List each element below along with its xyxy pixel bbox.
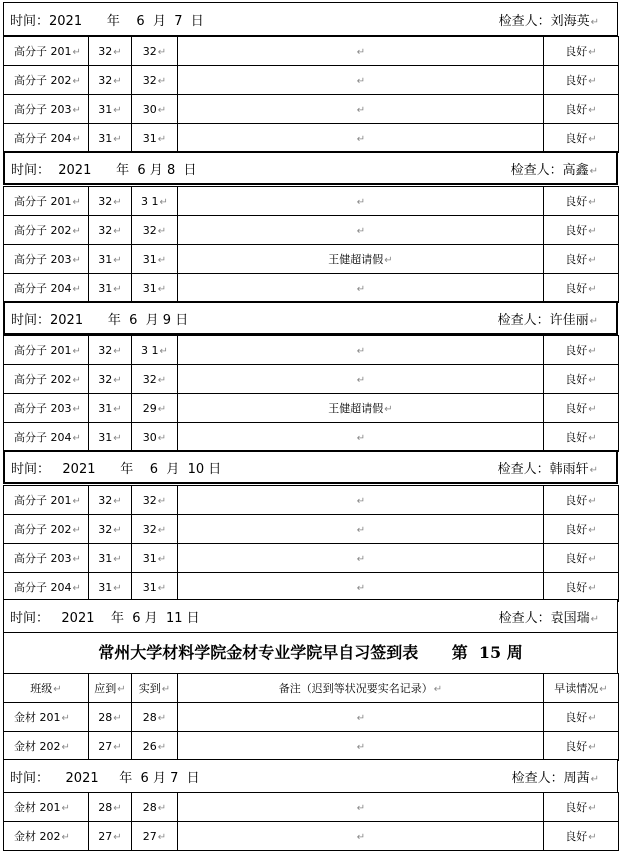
paragraph-mark: ↵ — [72, 433, 81, 444]
present-cell: 30↵ — [132, 95, 178, 124]
note-cell — [178, 365, 544, 394]
class-cell: 高分子 203↵ — [4, 544, 89, 573]
section-header — [3, 759, 618, 793]
table-row — [4, 822, 619, 851]
paragraph-mark: ↵ — [72, 47, 81, 58]
attendance-table — [3, 186, 619, 303]
due-cell: 28↵ — [89, 793, 132, 822]
paragraph-mark: ↵ — [588, 713, 597, 724]
paragraph-mark: ↵ — [356, 283, 366, 295]
table-row — [4, 515, 619, 544]
paragraph-mark: ↵ — [599, 684, 608, 695]
paragraph-mark: ↵ — [157, 712, 167, 724]
table-row — [4, 37, 619, 66]
paragraph-mark: ↵ — [157, 374, 167, 386]
metal-attendance-table — [3, 673, 619, 761]
present-cell: 31↵ — [132, 124, 178, 153]
reading-cell: 良好↵ — [544, 66, 619, 95]
table-row — [4, 216, 619, 245]
paragraph-mark: ↵ — [588, 346, 597, 357]
paragraph-mark: ↵ — [61, 832, 70, 843]
paragraph-mark: ↵ — [157, 75, 167, 87]
paragraph-mark: ↵ — [356, 831, 366, 843]
present-cell: 30↵ — [132, 423, 178, 452]
note-cell — [178, 124, 544, 153]
inspector-name: 检查人：韩雨轩 — [497, 461, 589, 477]
table-row — [4, 732, 619, 761]
note-cell: 王健超请假↵ — [178, 394, 544, 423]
section-header — [3, 2, 618, 36]
check-date: 时间：2021 年 6 月 7 日 — [10, 13, 204, 29]
paragraph-mark: ↵ — [61, 742, 70, 753]
note-cell — [178, 703, 544, 732]
paragraph-mark: ↵ — [356, 741, 366, 753]
reading-cell: 良好↵ — [544, 37, 619, 66]
paragraph-mark: ↵ — [61, 803, 70, 814]
table-row — [4, 486, 619, 515]
due-cell: 31↵ — [89, 245, 132, 274]
paragraph-mark: ↵ — [113, 283, 122, 295]
note-cell — [178, 66, 544, 95]
note-cell — [178, 573, 544, 602]
present-cell: 28↵ — [132, 703, 178, 732]
paragraph-mark: ↵ — [588, 105, 597, 116]
metal-attendance-table — [3, 792, 619, 851]
form-title: 常州大学材料学院金材专业学院早自习签到表 第 15 周 — [3, 633, 618, 673]
reading-cell: 良好↵ — [544, 423, 619, 452]
paragraph-mark: ↵ — [72, 76, 81, 87]
present-cell: 31↵ — [132, 544, 178, 573]
table-header-row — [4, 674, 619, 703]
header-note: 备注（迟到等状况要实名记录）↵ — [178, 674, 544, 703]
class-cell: 金材 201↵ — [4, 793, 89, 822]
paragraph-mark: ↵ — [588, 742, 597, 753]
class-cell: 高分子 202↵ — [4, 66, 89, 95]
paragraph-mark: ↵ — [356, 553, 366, 565]
due-cell: 31↵ — [89, 544, 132, 573]
table-row — [4, 66, 619, 95]
paragraph-mark: ↵ — [113, 553, 122, 565]
note-cell — [178, 216, 544, 245]
due-cell: 27↵ — [89, 732, 132, 761]
present-cell: 32↵ — [132, 216, 178, 245]
attendance-table — [3, 36, 619, 153]
header-reading: 早读情况↵ — [544, 674, 619, 703]
note-cell — [178, 515, 544, 544]
paragraph-mark: ↵ — [72, 375, 81, 386]
paragraph-mark: ↵ — [113, 712, 122, 724]
paragraph-mark: ↵ — [72, 197, 81, 208]
due-cell: 32↵ — [89, 515, 132, 544]
reading-cell: 良好↵ — [544, 216, 619, 245]
paragraph-mark: ↵ — [157, 104, 167, 116]
class-cell: 高分子 201↵ — [4, 187, 89, 216]
paragraph-mark: ↵ — [117, 684, 126, 695]
paragraph-mark: ↵ — [113, 802, 122, 814]
paragraph-mark: ↵ — [113, 104, 122, 116]
present-cell: 29↵ — [132, 394, 178, 423]
due-cell: 31↵ — [89, 95, 132, 124]
paragraph-mark: ↵ — [588, 583, 597, 594]
paragraph-mark: ↵ — [356, 495, 366, 507]
reading-cell: 良好↵ — [544, 486, 619, 515]
paragraph-mark: ↵ — [113, 75, 122, 87]
class-cell: 高分子 201↵ — [4, 336, 89, 365]
reading-cell: 良好↵ — [544, 703, 619, 732]
paragraph-mark: ↵ — [61, 713, 70, 724]
reading-cell: 良好↵ — [544, 515, 619, 544]
class-cell: 高分子 201↵ — [4, 37, 89, 66]
table-row — [4, 245, 619, 274]
note-cell — [178, 95, 544, 124]
paragraph-mark: ↵ — [72, 226, 81, 237]
class-cell: 高分子 202↵ — [4, 515, 89, 544]
due-cell: 32↵ — [89, 486, 132, 515]
paragraph-mark: ↵ — [157, 831, 167, 843]
paragraph-mark: ↵ — [589, 315, 598, 327]
paragraph-mark: ↵ — [157, 225, 167, 237]
paragraph-mark: ↵ — [590, 613, 599, 625]
paragraph-mark: ↵ — [590, 773, 599, 785]
paragraph-mark: ↵ — [356, 133, 366, 145]
reading-cell: 良好↵ — [544, 124, 619, 153]
paragraph-mark: ↵ — [161, 684, 171, 695]
table-row — [4, 394, 619, 423]
due-cell: 27↵ — [89, 822, 132, 851]
paragraph-mark: ↵ — [113, 254, 122, 266]
note-cell — [178, 37, 544, 66]
present-cell: 31↵ — [132, 573, 178, 602]
paragraph-mark: ↵ — [113, 345, 122, 357]
reading-cell: 良好↵ — [544, 336, 619, 365]
paragraph-mark: ↵ — [113, 524, 122, 536]
present-cell: 31↵ — [132, 245, 178, 274]
table-row — [4, 124, 619, 153]
present-cell: 26↵ — [132, 732, 178, 761]
reading-cell: 良好↵ — [544, 544, 619, 573]
section-header — [3, 301, 618, 335]
paragraph-mark: ↵ — [384, 404, 393, 415]
paragraph-mark: ↵ — [72, 583, 81, 594]
class-cell: 高分子 204↵ — [4, 124, 89, 153]
paragraph-mark: ↵ — [157, 283, 167, 295]
table-row — [4, 336, 619, 365]
paragraph-mark: ↵ — [159, 196, 168, 208]
inspector: 检查人：刘海英↵ — [498, 13, 599, 29]
class-cell: 高分子 203↵ — [4, 245, 89, 274]
section-header — [3, 450, 618, 484]
paragraph-mark: ↵ — [588, 433, 597, 444]
paragraph-mark: ↵ — [72, 404, 81, 415]
table-row — [4, 793, 619, 822]
class-cell: 金材 202↵ — [4, 732, 89, 761]
class-cell: 高分子 201↵ — [4, 486, 89, 515]
reading-cell: 良好↵ — [544, 573, 619, 602]
paragraph-mark: ↵ — [356, 374, 366, 386]
table-row — [4, 187, 619, 216]
paragraph-mark: ↵ — [356, 196, 366, 208]
paragraph-mark: ↵ — [588, 375, 597, 386]
note-cell — [178, 336, 544, 365]
paragraph-mark: ↵ — [72, 496, 81, 507]
table-row — [4, 95, 619, 124]
present-cell: 31↵ — [132, 274, 178, 303]
header-present: 实到↵ — [132, 674, 178, 703]
section-header — [3, 599, 618, 633]
paragraph-mark: ↵ — [588, 284, 597, 295]
check-date: 时间： 2021 年 6 月 11 日 — [10, 610, 200, 626]
paragraph-mark: ↵ — [588, 832, 597, 843]
note-cell — [178, 544, 544, 573]
reading-cell: 良好↵ — [544, 365, 619, 394]
reading-cell: 良好↵ — [544, 187, 619, 216]
paragraph-mark: ↵ — [157, 133, 167, 145]
present-cell: 28↵ — [132, 793, 178, 822]
paragraph-mark: ↵ — [72, 346, 81, 357]
due-cell: 32↵ — [89, 365, 132, 394]
paragraph-mark: ↵ — [356, 225, 366, 237]
paragraph-mark: ↵ — [590, 16, 599, 28]
paragraph-mark: ↵ — [113, 432, 122, 444]
due-cell: 32↵ — [89, 37, 132, 66]
present-cell: 32↵ — [132, 66, 178, 95]
paragraph-mark: ↵ — [113, 831, 122, 843]
attendance-table — [3, 335, 619, 452]
paragraph-mark: ↵ — [113, 374, 122, 386]
class-cell: 高分子 204↵ — [4, 573, 89, 602]
paragraph-mark: ↵ — [356, 524, 366, 536]
note-cell — [178, 187, 544, 216]
paragraph-mark: ↵ — [588, 255, 597, 266]
due-cell: 31↵ — [89, 124, 132, 153]
class-cell: 高分子 204↵ — [4, 423, 89, 452]
paragraph-mark: ↵ — [356, 582, 366, 594]
paragraph-mark: ↵ — [72, 255, 81, 266]
table-row — [4, 544, 619, 573]
paragraph-mark: ↵ — [113, 403, 122, 415]
present-cell: 3 1↵ — [132, 187, 178, 216]
present-cell: 32↵ — [132, 37, 178, 66]
paragraph-mark: ↵ — [588, 134, 597, 145]
present-cell: 32↵ — [132, 365, 178, 394]
paragraph-mark: ↵ — [588, 554, 597, 565]
present-cell: 32↵ — [132, 515, 178, 544]
paragraph-mark: ↵ — [113, 196, 122, 208]
paragraph-mark: ↵ — [356, 104, 366, 116]
class-cell: 高分子 202↵ — [4, 216, 89, 245]
due-cell: 31↵ — [89, 423, 132, 452]
paragraph-mark: ↵ — [588, 197, 597, 208]
paragraph-mark: ↵ — [113, 225, 122, 237]
paragraph-mark: ↵ — [157, 432, 167, 444]
paragraph-mark: ↵ — [589, 165, 598, 177]
table-row — [4, 423, 619, 452]
header-due: 应到↵ — [89, 674, 132, 703]
table-row — [4, 573, 619, 602]
header-class: 班级↵ — [4, 674, 89, 703]
reading-cell: 良好↵ — [544, 245, 619, 274]
due-cell: 32↵ — [89, 216, 132, 245]
class-cell: 金材 202↵ — [4, 822, 89, 851]
due-cell: 32↵ — [89, 66, 132, 95]
paragraph-mark: ↵ — [72, 554, 81, 565]
note-cell — [178, 274, 544, 303]
reading-cell: 良好↵ — [544, 732, 619, 761]
present-cell: 32↵ — [132, 486, 178, 515]
reading-cell: 良好↵ — [544, 822, 619, 851]
paragraph-mark: ↵ — [113, 741, 122, 753]
paragraph-mark: ↵ — [589, 464, 598, 476]
reading-cell: 良好↵ — [544, 394, 619, 423]
present-cell: 3 1↵ — [132, 336, 178, 365]
note-cell — [178, 793, 544, 822]
class-cell: 高分子 202↵ — [4, 365, 89, 394]
note-cell — [178, 423, 544, 452]
paragraph-mark: ↵ — [356, 432, 366, 444]
paragraph-mark: ↵ — [588, 47, 597, 58]
paragraph-mark: ↵ — [157, 553, 167, 565]
class-cell: 高分子 204↵ — [4, 274, 89, 303]
paragraph-mark: ↵ — [384, 255, 393, 266]
paragraph-mark: ↵ — [159, 345, 168, 357]
paragraph-mark: ↵ — [588, 525, 597, 536]
class-cell: 金材 201↵ — [4, 703, 89, 732]
paragraph-mark: ↵ — [53, 684, 62, 695]
inspector: 检查人：许佳丽↵ — [497, 312, 598, 328]
paragraph-mark: ↵ — [113, 495, 122, 507]
note-cell — [178, 732, 544, 761]
paragraph-mark: ↵ — [157, 524, 167, 536]
inspector: 检查人：高鑫↵ — [510, 162, 598, 178]
paragraph-mark: ↵ — [433, 684, 443, 695]
table-row — [4, 703, 619, 732]
note-cell — [178, 486, 544, 515]
paragraph-mark: ↵ — [72, 284, 81, 295]
table-row — [4, 365, 619, 394]
due-cell: 28↵ — [89, 703, 132, 732]
paragraph-mark: ↵ — [113, 46, 122, 58]
paragraph-mark: ↵ — [588, 404, 597, 415]
due-cell: 32↵ — [89, 187, 132, 216]
paragraph-mark: ↵ — [157, 403, 167, 415]
inspector: 检查人：周茜↵ — [511, 770, 599, 786]
reading-cell: 良好↵ — [544, 793, 619, 822]
check-date: 时间： 2021 年 6 月 8 日 — [11, 162, 197, 178]
inspector — [498, 458, 598, 477]
present-cell: 27↵ — [132, 822, 178, 851]
class-cell: 高分子 203↵ — [4, 95, 89, 124]
attendance-table — [3, 485, 619, 602]
paragraph-mark: ↵ — [588, 76, 597, 87]
class-cell: 高分子 203↵ — [4, 394, 89, 423]
inspector: 检查人：袁国瑞↵ — [498, 610, 599, 626]
paragraph-mark: ↵ — [356, 802, 366, 814]
check-date: 时间： 2021 年 6 月 7 日 — [10, 770, 200, 786]
due-cell: 31↵ — [89, 573, 132, 602]
section-header — [3, 151, 618, 185]
reading-cell: 良好↵ — [544, 274, 619, 303]
due-cell: 31↵ — [89, 274, 132, 303]
paragraph-mark: ↵ — [356, 75, 366, 87]
note-cell — [178, 822, 544, 851]
paragraph-mark: ↵ — [157, 254, 167, 266]
paragraph-mark: ↵ — [588, 803, 597, 814]
due-cell: 32↵ — [89, 336, 132, 365]
paragraph-mark: ↵ — [157, 802, 167, 814]
due-cell: 31↵ — [89, 394, 132, 423]
check-date: 时间：2021 年 6 月 9 日 — [11, 312, 189, 328]
paragraph-mark: ↵ — [356, 345, 366, 357]
paragraph-mark: ↵ — [157, 741, 167, 753]
paragraph-mark: ↵ — [356, 712, 366, 724]
paragraph-mark: ↵ — [113, 133, 122, 145]
paragraph-mark: ↵ — [72, 525, 81, 536]
paragraph-mark: ↵ — [588, 226, 597, 237]
paragraph-mark: ↵ — [157, 46, 167, 58]
note-cell: 王健超请假↵ — [178, 245, 544, 274]
paragraph-mark: ↵ — [113, 582, 122, 594]
reading-cell: 良好↵ — [544, 95, 619, 124]
check-date: 时间： 2021 年 6 月 10 日 — [11, 461, 222, 477]
paragraph-mark: ↵ — [356, 46, 366, 58]
paragraph-mark: ↵ — [157, 582, 167, 594]
paragraph-mark: ↵ — [72, 134, 81, 145]
paragraph-mark: ↵ — [588, 496, 597, 507]
table-row — [4, 274, 619, 303]
paragraph-mark: ↵ — [72, 105, 81, 116]
paragraph-mark: ↵ — [157, 495, 167, 507]
